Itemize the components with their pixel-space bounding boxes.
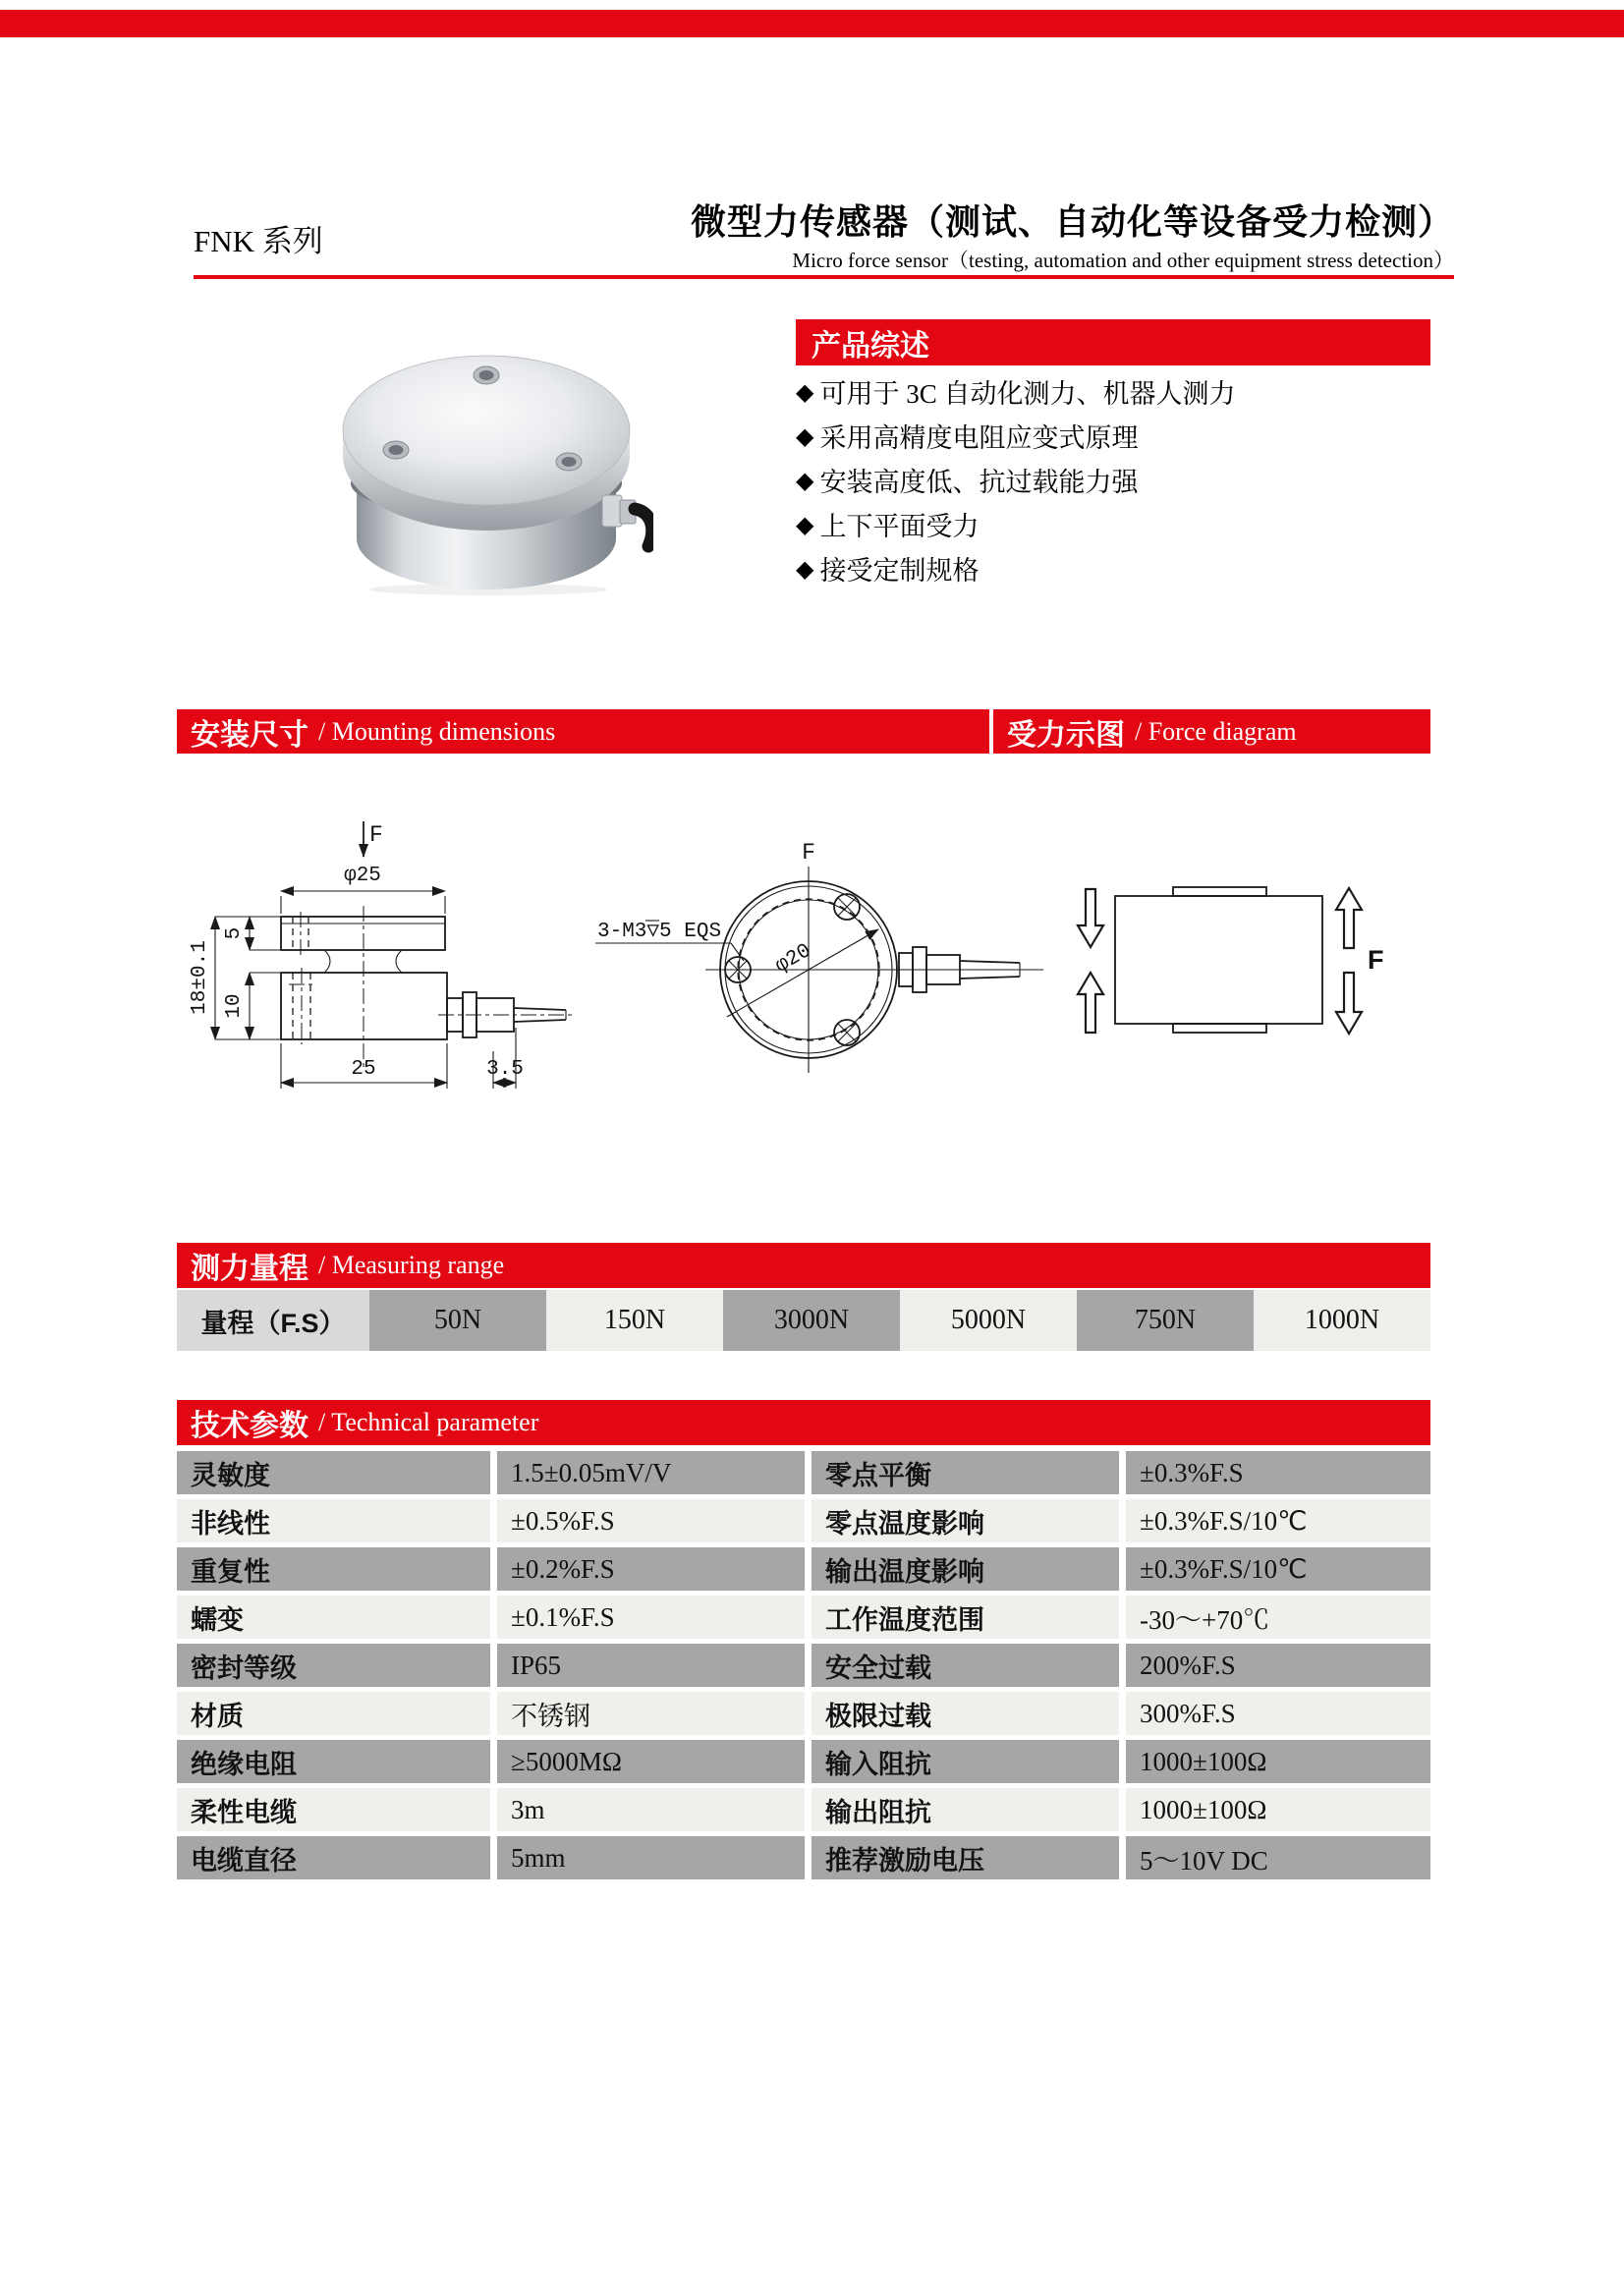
- overview-bullet-list: [796, 369, 1464, 590]
- range-table: [177, 1290, 1430, 1351]
- range-row-label: 量程（F.S）: [177, 1290, 369, 1351]
- range-value-cell: 150N: [546, 1290, 723, 1351]
- param-value: ±0.3%F.S/10℃: [1126, 1499, 1430, 1542]
- list-item: [796, 546, 1464, 590]
- param-value: 不锈钢: [497, 1692, 805, 1735]
- param-label: 零点平衡: [812, 1451, 1119, 1494]
- param-value: -30～+70℃: [1126, 1596, 1430, 1639]
- table-row: [177, 1836, 1430, 1879]
- dim-5: 5: [223, 926, 246, 940]
- param-value: ±0.5%F.S: [497, 1499, 805, 1542]
- diamond-bullet-icon: ◆: [796, 421, 814, 450]
- diamond-bullet-icon: ◆: [796, 377, 814, 406]
- param-value: 1.5±0.05mV/V: [497, 1451, 805, 1494]
- side-view-drawing: [189, 821, 574, 1089]
- list-item: [796, 458, 1464, 502]
- page-title: 微型力传感器（测试、自动化等设备受力检测）: [690, 201, 1454, 242]
- product-photo: [339, 352, 653, 597]
- param-value: 1000±100Ω: [1126, 1788, 1430, 1831]
- page-subtitle: Micro force sensor（testing, automation and other equipment stress detection）: [792, 249, 1454, 272]
- overview-heading: 产品综述: [812, 329, 929, 363]
- section-bar-mounting: [177, 709, 989, 754]
- table-row: [177, 1644, 1430, 1687]
- section-title-zh: 安装尺寸: [191, 718, 308, 752]
- list-item: [796, 414, 1464, 458]
- dim-3-5: 3.5: [486, 1058, 524, 1081]
- section-bar-range: [177, 1243, 1430, 1288]
- technical-drawings: [177, 776, 1434, 1120]
- dim-phi25: φ25: [344, 865, 381, 887]
- section-title-zh: 测力量程: [191, 1253, 308, 1285]
- param-label: 灵敏度: [177, 1451, 490, 1494]
- force-diagram-drawing: [1078, 887, 1384, 1034]
- section-bar-force: [993, 709, 1430, 754]
- range-value-cell: 5000N: [900, 1290, 1077, 1351]
- dim-25: 25: [351, 1058, 376, 1081]
- param-value: ±0.1%F.S: [497, 1596, 805, 1639]
- bullet-text: 采用高精度电阻应变式原理: [819, 423, 1139, 453]
- range-value-cell: 1000N: [1254, 1290, 1430, 1351]
- param-label: 安全过载: [812, 1644, 1119, 1687]
- param-value: 5mm: [497, 1836, 805, 1879]
- arrow-up-icon: [1078, 973, 1103, 1033]
- param-value: 200%F.S: [1126, 1644, 1430, 1687]
- param-value: 1000±100Ω: [1126, 1740, 1430, 1783]
- arrow-down-icon: [1336, 973, 1362, 1034]
- bullet-text: 上下平面受力: [819, 512, 980, 541]
- param-label: 工作温度范围: [812, 1596, 1119, 1639]
- param-label: 输出温度影响: [812, 1547, 1119, 1591]
- bullet-text: 接受定制规格: [819, 556, 980, 586]
- table-row: [177, 1740, 1430, 1783]
- section-title-zh: 技术参数: [191, 1410, 308, 1442]
- arrow-up-icon: [1336, 888, 1362, 948]
- diamond-bullet-icon: ◆: [796, 466, 814, 494]
- table-row: [177, 1596, 1430, 1639]
- param-label: 绝缘电阻: [177, 1740, 490, 1783]
- table-row: [177, 1451, 1430, 1494]
- bullet-text: 可用于 3C 自动化测力、机器人测力: [819, 379, 1236, 409]
- param-label: 输入阻抗: [812, 1740, 1119, 1783]
- range-value-cell: 50N: [369, 1290, 546, 1351]
- param-label: 推荐激励电压: [812, 1836, 1119, 1879]
- side-force-label: F: [369, 822, 383, 848]
- diamond-bullet-icon: ◆: [796, 510, 814, 538]
- section-title-en: / Technical parameter: [318, 1408, 539, 1436]
- param-label: 输出阻抗: [812, 1788, 1119, 1831]
- diamond-bullet-icon: ◆: [796, 554, 814, 583]
- param-label: 材质: [177, 1692, 490, 1735]
- thread-note: 3-M3▽5 EQS: [597, 921, 722, 943]
- param-value: ±0.2%F.S: [497, 1547, 805, 1591]
- range-value-cell: 3000N: [723, 1290, 900, 1351]
- dim-phi20: φ20: [771, 939, 815, 979]
- table-row: [177, 1692, 1430, 1735]
- overview-heading-bar: [796, 319, 1430, 365]
- table-row: [177, 1499, 1430, 1542]
- series-name: FNK 系列: [194, 224, 323, 258]
- top-red-bar: [0, 10, 1624, 37]
- range-value-cell: 750N: [1077, 1290, 1254, 1351]
- param-value: ±0.3%F.S: [1126, 1451, 1430, 1494]
- cable: [635, 509, 652, 546]
- param-label: 密封等级: [177, 1644, 490, 1687]
- header-divider: [194, 275, 1454, 279]
- param-value: ≥5000MΩ: [497, 1740, 805, 1783]
- dim-18: 18±0.1: [189, 940, 211, 1015]
- param-label: 柔性电缆: [177, 1788, 490, 1831]
- param-label: 零点温度影响: [812, 1499, 1119, 1542]
- param-label: 电缆直径: [177, 1836, 490, 1879]
- bullet-text: 安装高度低、抗过载能力强: [819, 468, 1139, 497]
- param-value: 5～10V DC: [1126, 1836, 1430, 1879]
- param-label: 非线性: [177, 1499, 490, 1542]
- dim-10: 10: [223, 993, 246, 1019]
- list-item: [796, 502, 1464, 546]
- arrow-down-icon: [1078, 889, 1103, 947]
- section-title-zh: 受力示图: [1007, 718, 1125, 752]
- table-row: [177, 1788, 1430, 1831]
- section-title-en: / Measuring range: [318, 1251, 505, 1279]
- table-row: [177, 1547, 1430, 1591]
- param-label: 蠕变: [177, 1596, 490, 1639]
- force-diagram-label: F: [1368, 945, 1384, 975]
- param-label: 重复性: [177, 1547, 490, 1591]
- param-value: IP65: [497, 1644, 805, 1687]
- section-bar-tech: [177, 1400, 1430, 1445]
- top-view-drawing: [595, 840, 1043, 1073]
- top-force-label: F: [802, 840, 815, 866]
- section-title-en: / Force diagram: [1135, 716, 1297, 746]
- section-title-en: / Mounting dimensions: [318, 716, 556, 746]
- param-label: 极限过载: [812, 1692, 1119, 1735]
- param-value: 300%F.S: [1126, 1692, 1430, 1735]
- list-item: [796, 369, 1464, 414]
- param-value: ±0.3%F.S/10℃: [1126, 1547, 1430, 1591]
- param-value: 3m: [497, 1788, 805, 1831]
